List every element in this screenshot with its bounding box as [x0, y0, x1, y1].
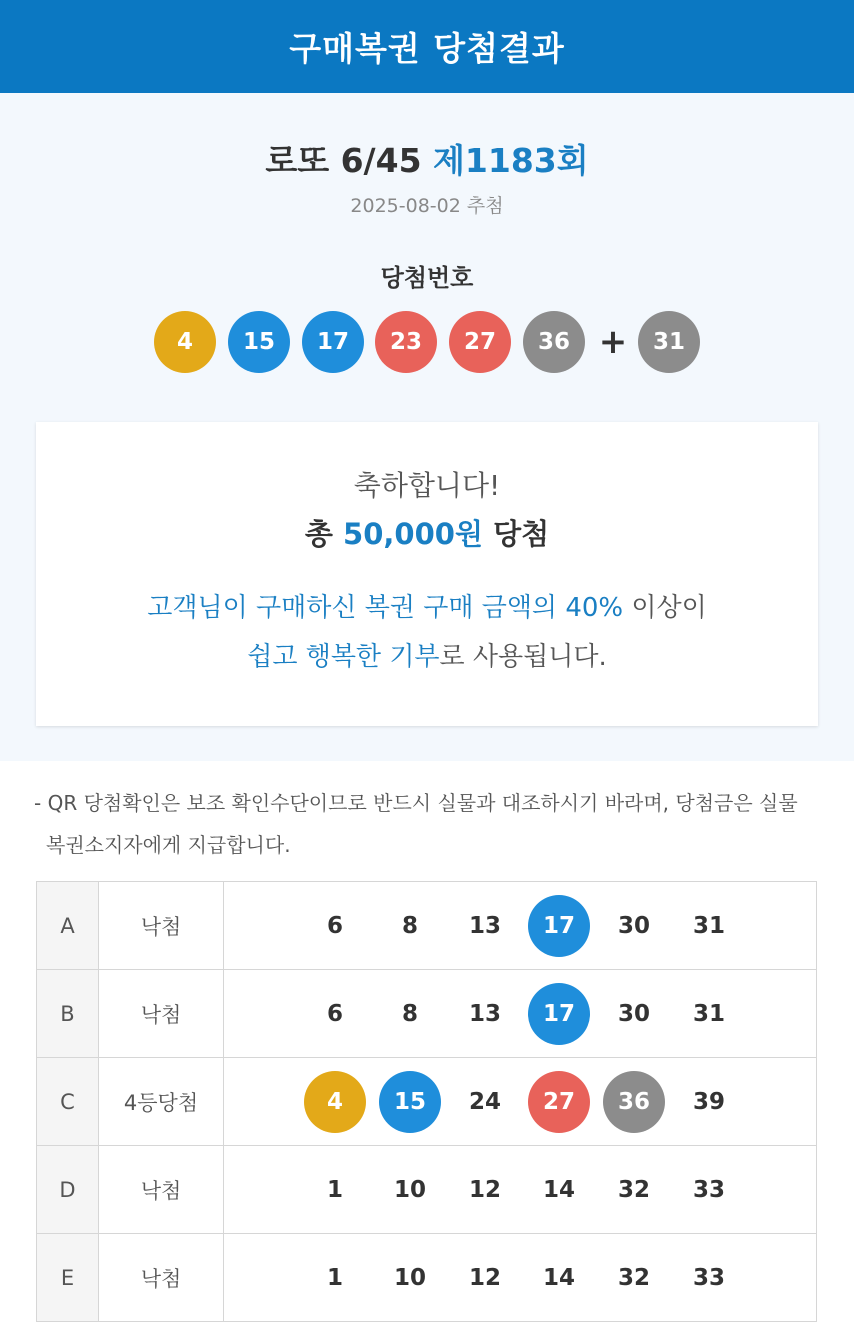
game-number: 30 — [617, 1001, 650, 1027]
winning-numbers-label: 당첨번호 — [380, 264, 474, 292]
game-numbers — [224, 1146, 817, 1234]
notice-line: - QR 당첨확인은 보조 확인수단이므로 반드시 실물과 대조하시기 바라며, 당첨금은 실물 — [34, 791, 798, 815]
game-number: 1 — [326, 1177, 343, 1203]
game-number: 39 — [692, 1089, 725, 1115]
prize-amount: 50,000원 — [343, 517, 483, 551]
game-number: 6 — [326, 913, 343, 939]
game-number: 31 — [692, 1001, 725, 1027]
prize-card — [36, 422, 818, 726]
game-number: 24 — [468, 1089, 501, 1115]
game-number: 14 — [542, 1265, 575, 1291]
game-number: 14 — [542, 1177, 575, 1203]
matched-number-ball: 27 — [528, 1071, 590, 1133]
game-numbers — [224, 1058, 817, 1146]
table-row — [37, 1234, 817, 1322]
game-number: 32 — [617, 1177, 650, 1203]
winning-ball: 27 — [449, 311, 511, 373]
game-number: 12 — [468, 1177, 501, 1203]
winning-ball: 4 — [154, 311, 216, 373]
game-number: 10 — [393, 1177, 426, 1203]
table-row — [37, 1146, 817, 1234]
game-number: 33 — [692, 1265, 725, 1291]
ticket-games-table — [36, 881, 817, 1322]
donation-rest: 이상이 — [623, 593, 707, 623]
matched-number-ball: 36 — [603, 1071, 665, 1133]
game-number: 31 — [692, 913, 725, 939]
game-number: 13 — [468, 913, 501, 939]
game-result: 낙첨 — [99, 882, 224, 970]
game-numbers — [224, 882, 817, 970]
donation-rest: 로 사용됩니다. — [439, 642, 607, 672]
matched-number-ball: 15 — [379, 1071, 441, 1133]
winning-ball: 36 — [523, 311, 585, 373]
game-label: C — [37, 1058, 99, 1146]
game-number: 30 — [617, 913, 650, 939]
notice-line: 복권소지자에게 지급합니다. — [46, 833, 291, 857]
game-result: 낙첨 — [99, 1146, 224, 1234]
round-number: 제1183회 — [433, 141, 589, 180]
table-row — [37, 1058, 817, 1146]
prize-total — [36, 512, 818, 553]
prize-prefix: 총 — [304, 517, 333, 551]
game-number: 33 — [692, 1177, 725, 1203]
round-title — [0, 135, 854, 182]
game-number: 12 — [468, 1265, 501, 1291]
game-numbers — [224, 970, 817, 1058]
header-bar — [0, 0, 854, 93]
matched-number-ball: 4 — [304, 1071, 366, 1133]
game-label: E — [37, 1234, 99, 1322]
table-row — [37, 882, 817, 970]
game-result: 4등당첨 — [99, 1058, 224, 1146]
winning-ball: 15 — [228, 311, 290, 373]
donation-text-line2 — [36, 636, 818, 673]
matched-number-ball: 17 — [528, 895, 590, 957]
donation-highlight: 쉽고 행복한 기부 — [247, 642, 440, 672]
game-number: 8 — [401, 1001, 418, 1027]
game-number: 13 — [468, 1001, 501, 1027]
winning-ball: 17 — [302, 311, 364, 373]
donation-text-line1 — [36, 587, 818, 624]
winning-ball: 23 — [375, 311, 437, 373]
plus-icon: + — [598, 322, 628, 362]
game-number: 10 — [393, 1265, 426, 1291]
game-numbers — [224, 1234, 817, 1322]
draw-summary — [0, 93, 854, 761]
prize-suffix: 당첨 — [493, 517, 550, 551]
congrats-text: 축하합니다! — [353, 469, 501, 502]
table-row — [37, 970, 817, 1058]
game-number: 32 — [617, 1265, 650, 1291]
game-number: 8 — [401, 913, 418, 939]
draw-date: 2025-08-02 추첨 — [350, 195, 504, 217]
game-result: 낙첨 — [99, 1234, 224, 1322]
game-label: B — [37, 970, 99, 1058]
game-number: 1 — [326, 1265, 343, 1291]
game-name: 로또 6/45 — [265, 141, 422, 180]
bonus-ball: 31 — [638, 311, 700, 373]
qr-notice — [34, 782, 814, 866]
page-title: 구매복권 당첨결과 — [289, 29, 565, 68]
matched-number-ball: 17 — [528, 983, 590, 1045]
game-number: 6 — [326, 1001, 343, 1027]
game-result: 낙첨 — [99, 970, 224, 1058]
game-label: D — [37, 1146, 99, 1234]
donation-highlight: 고객님이 구매하신 복권 구매 금액의 40% — [147, 593, 624, 623]
game-label: A — [37, 882, 99, 970]
